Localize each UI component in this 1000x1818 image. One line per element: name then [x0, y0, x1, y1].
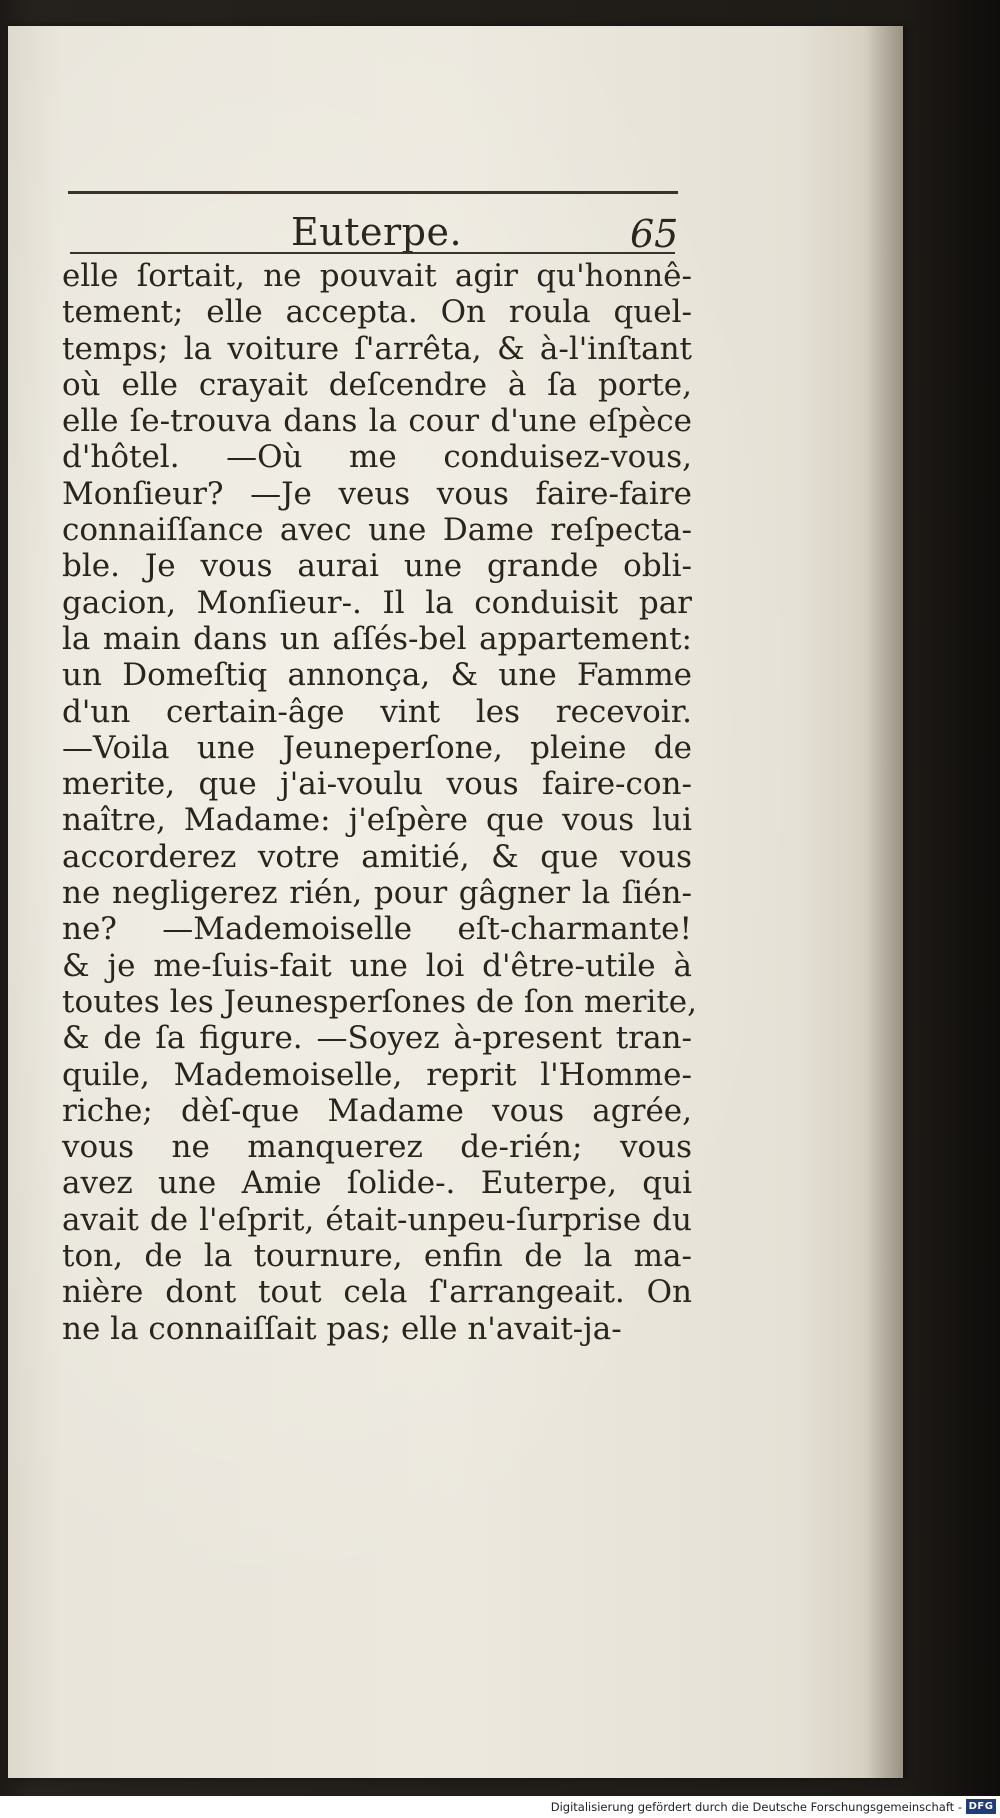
- funding-credit: Digitalisierung gefördert durch die Deutsche Forschungsgemeinschaft -: [550, 1800, 962, 1814]
- text-line: ne? —Mademoiselle eſt-charmante!: [62, 911, 692, 948]
- text-line: nière dont tout cela ſ'arrangeait. On: [62, 1274, 692, 1311]
- book-page: [8, 26, 903, 1778]
- text-line: ne negligerez rién, pour gâgner la ſién-: [62, 875, 692, 912]
- page-number: 65: [630, 212, 679, 256]
- page-edge-shadow: [863, 26, 903, 1778]
- text-line: d'hôtel. —Où me conduisez-vous,: [62, 439, 692, 476]
- text-line: un Domeſtiq annonça, & une Famme: [62, 657, 692, 694]
- text-line: ble. Je vous aurai une grande obli-: [62, 548, 692, 585]
- text-line: riche; dèſ-que Madame vous agrée,: [62, 1092, 692, 1129]
- text-line: où elle crayait deſcendre à ſa porte,: [62, 366, 692, 403]
- text-line: & de ſa figure. —Soyez à-present tran-: [62, 1020, 692, 1057]
- text-line: ne la connaiſſait pas; elle n'avait-ja-: [62, 1310, 622, 1347]
- text-line: elle ſortait, ne pouvait agir qu'honnê-: [62, 258, 692, 294]
- text-line: la main dans un aſſés-bel appartement:: [62, 620, 692, 657]
- header-rule-bottom: [70, 252, 675, 254]
- text-line: d'un certain-âge vint les recevoir.: [62, 693, 692, 730]
- text-line: naître, Madame: j'eſpère que vous lui: [62, 802, 692, 839]
- text-line: —Voila une Jeuneperſone, pleine de: [62, 729, 692, 766]
- text-line: elle ſe-trouva dans la cour d'une eſpèce: [62, 403, 692, 440]
- text-line: toutes les Jeunesperſones de ſon merite,: [62, 983, 697, 1020]
- text-line: accorderez votre amitié, & que vous: [62, 838, 692, 875]
- running-title: Euterpe.: [291, 210, 463, 254]
- text-line: quile, Mademoiselle, reprit l'Homme-: [62, 1056, 692, 1093]
- dfg-logo: DFG: [966, 1799, 996, 1814]
- text-line: temps; la voiture ſ'arrêta, & à-l'inſtant: [62, 330, 692, 367]
- header-rule-top: [68, 191, 678, 194]
- text-line: vous ne manquerez de-rién; vous: [62, 1129, 692, 1166]
- text-line: gacion, Monſieur-. Il la conduisit par: [62, 584, 692, 621]
- text-line: merite, que j'ai-voulu vous faire-con-: [62, 766, 692, 803]
- text-line: & je me-ſuis-fait une loi d'être-utile à: [62, 947, 692, 984]
- text-line: avait de l'eſprit, était-unpeu-ſurprise du: [62, 1201, 692, 1238]
- text-line: ton, de la tournure, enfin de la ma-: [62, 1238, 692, 1275]
- body-text: [62, 258, 697, 1347]
- text-line: tement; elle accepta. On roula quel-: [62, 294, 692, 331]
- text-line: connaiſſance avec une Dame reſpecta-: [62, 512, 692, 549]
- text-line: avez une Amie ſolide-. Euterpe, qui: [62, 1165, 692, 1202]
- text-line: Monſieur? —Je veus vous faire-faire: [62, 475, 692, 512]
